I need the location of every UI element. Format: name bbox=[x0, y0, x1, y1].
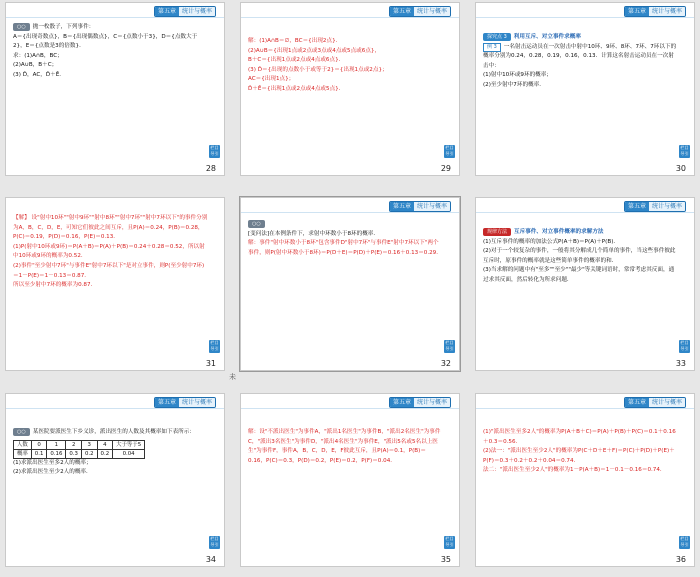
text-line bbox=[248, 220, 443, 230]
table-cell: 0 bbox=[31, 440, 47, 449]
header-divider bbox=[241, 17, 459, 18]
text-line: B＋C＝{出现1点或2点或4点或6点}． bbox=[248, 57, 345, 64]
text-line: 例 3 一名射击运动员在一次射击中射中10环、9环、8环、7环、7环以下的概率分别为0.24，0.28，0.19，0.16，0.13．计算这名射击运动员在一次射击中： bbox=[483, 43, 677, 69]
text-line: 【解】 设"射中10环""射中9环""射中8环""射中7环""射中7环以下"的事件分别为A，B，C，D，E，可知它们彼此之间互斥，且P(A)＝0.24，P(B)＝0.28，P(C)＝0.19，P(D)＝0.16，P(E)＝0.13． bbox=[13, 215, 208, 241]
chapter-header bbox=[154, 397, 216, 408]
slide-thumbnail-31[interactable] bbox=[5, 197, 225, 371]
back-nav-icon[interactable]: 栏目导引 bbox=[680, 145, 689, 156]
chapter-label: 第五章 bbox=[390, 7, 414, 16]
text-line: (2)法一："派出医生至少2人"的概率为P(C＋D＋E＋F)＝P(C)＋P(D)＋P(E)＋P(F)＝0.3＋0.2＋0.2＋0.04＝0.74． bbox=[483, 448, 675, 464]
slide-content bbox=[13, 428, 208, 478]
slide-number: 30 bbox=[675, 164, 686, 173]
chapter-header bbox=[389, 397, 451, 408]
text-line: (2)事件"至少射中7环"与事件E"射中7环以下"是对立事件，则P(至少射中7环)＝1－P(E)＝1－0.13＝0.87． bbox=[13, 262, 205, 279]
table-cell: 0.16 bbox=[47, 449, 66, 458]
slide-thumbnail-36[interactable] bbox=[475, 393, 695, 567]
text-line: (1)P(射中10环或9环)＝P(A＋B)＝P(A)＋P(B)＝0.24＋0.28＝0.52，所以射中10环或9环的概率为0.52． bbox=[13, 243, 205, 260]
table-cell: 0.04 bbox=[113, 449, 145, 458]
chapter-title: 统计与概率 bbox=[414, 202, 450, 211]
text-line: (2)A∪B＝{出现1点或2点或3点或4点或5点或6点}， bbox=[248, 47, 381, 54]
slide-thumbnail-30[interactable] bbox=[475, 2, 695, 176]
header-divider bbox=[476, 17, 694, 18]
table-header-cell: 人数 bbox=[14, 440, 32, 449]
chapter-title: 统计与概率 bbox=[414, 7, 450, 16]
slide-thumbnail-29[interactable] bbox=[240, 2, 460, 176]
table-cell: 0.1 bbox=[31, 449, 47, 458]
slide-content bbox=[248, 428, 443, 466]
slide-number: 35 bbox=[440, 555, 451, 564]
slide-number: 28 bbox=[205, 164, 216, 173]
header-divider bbox=[476, 408, 694, 409]
slide-number: 34 bbox=[205, 555, 216, 564]
section-heading bbox=[483, 33, 678, 43]
table-cell: 4 bbox=[97, 440, 113, 449]
back-nav-icon[interactable]: 栏目导引 bbox=[210, 340, 219, 351]
text-line: (1)射中10环或9环的概率； bbox=[483, 72, 552, 79]
header-divider bbox=[241, 408, 459, 409]
header-divider bbox=[241, 212, 459, 213]
slide-content bbox=[248, 220, 443, 258]
text-line: ○○ 某医院要派医生下乡义诊，派出医生的人数及其概率如下表所示： bbox=[13, 428, 208, 438]
chapter-header bbox=[624, 6, 686, 17]
text-line: 解：设"不派出医生"为事件A，"派出1名医生"为事件B，"派出2名医生"为事件C，"派出3名医生"为事件D，"派出4名医生"为事件E，"派出5名或5名以上医生"为事件F，事件A，B，C，D，E，F彼此互斥，且P(A)＝0.1，P(B)＝0.16，P(C)＝0.3，P(D)＝0.2，P(E)＝0.2，P(F)＝0.04． bbox=[248, 429, 441, 464]
section-title: 利用互斥、对立事件求概率 bbox=[513, 34, 581, 40]
text-line: D̄＋Ē＝{出现1点或2点或4点或5点}． bbox=[248, 85, 345, 92]
slide-content bbox=[248, 37, 443, 95]
slide-content bbox=[483, 228, 678, 286]
chapter-title: 统计与概率 bbox=[649, 7, 685, 16]
table-cell: 0.2 bbox=[81, 449, 97, 458]
method-heading bbox=[483, 228, 678, 238]
slide-thumbnail-35[interactable] bbox=[240, 393, 460, 567]
text-line: ○○ 抛一枚骰子，下列事件： bbox=[13, 23, 208, 33]
chapter-label: 第五章 bbox=[155, 398, 179, 407]
method-badge: 规律方法 bbox=[483, 228, 511, 236]
table-cell: 2 bbox=[66, 440, 82, 449]
text-line: A＝{出现奇数点}，B＝{出现偶数点}，C＝{点数小于3}，D＝{点数大于2}，E＝{点数是3的倍数}． bbox=[13, 33, 198, 50]
chapter-label: 第五章 bbox=[625, 398, 649, 407]
chapter-title: 统计与概率 bbox=[179, 398, 215, 407]
text-line: (3)当求解的问题中有"至多""至少""最少"等关键词语时，常常考虑其反面，通过求其反面，然后转化为所求问题． bbox=[483, 267, 675, 283]
chapter-label: 第五章 bbox=[390, 398, 414, 407]
slide-content bbox=[483, 428, 678, 476]
table-cell: 0.3 bbox=[66, 449, 82, 458]
exercise-badge-icon: ○○ bbox=[248, 220, 265, 228]
slide-content bbox=[483, 33, 678, 91]
chapter-header bbox=[154, 6, 216, 17]
exercise-badge-icon: ○○ bbox=[13, 428, 30, 436]
back-nav-icon[interactable]: 栏目导引 bbox=[210, 536, 219, 547]
exercise-badge-icon: ○○ bbox=[13, 23, 30, 31]
back-nav-icon[interactable]: 栏目导引 bbox=[680, 536, 689, 547]
header-divider bbox=[6, 408, 224, 409]
text-line: [变问法]在本例条件下，求射中环数小于8环的概率． bbox=[248, 230, 379, 237]
text-line: (1)"派出医生至多2人"的概率为P(A＋B＋C)＝P(A)＋P(B)＋P(C)＝0.1＋0.16＋0.3＝0.56． bbox=[483, 429, 676, 445]
text-line: (3) D̄，AC，D̄＋Ē． bbox=[13, 71, 65, 78]
text-line: 求：(1)A∩B，BC； bbox=[13, 52, 63, 59]
text-line: (2)求派出医生至少2人的概率． bbox=[13, 469, 92, 476]
text-line: (1)互斥事件的概率的加法公式P(A＋B)＝P(A)＋P(B)． bbox=[483, 238, 619, 245]
table-cell: 3 bbox=[81, 440, 97, 449]
unseen-indicator: 未 bbox=[229, 373, 236, 381]
table-cell: 大于等于5 bbox=[113, 440, 145, 449]
method-title: 互斥事件、对立事件概率的求解方法 bbox=[514, 229, 604, 235]
chapter-title: 统计与概率 bbox=[649, 202, 685, 211]
chapter-header bbox=[624, 397, 686, 408]
slide-number: 33 bbox=[675, 359, 686, 368]
slide-thumbnail-34[interactable] bbox=[5, 393, 225, 567]
back-nav-icon[interactable]: 栏目导引 bbox=[445, 536, 454, 547]
back-nav-icon[interactable]: 栏目导引 bbox=[680, 340, 689, 351]
slide-number: 29 bbox=[440, 164, 451, 173]
table-row bbox=[14, 449, 145, 458]
probability-table bbox=[13, 440, 145, 459]
back-nav-icon[interactable]: 栏目导引 bbox=[445, 340, 454, 351]
text-line: (1)求派出医生至多2人的概率； bbox=[13, 459, 92, 466]
chapter-title: 统计与概率 bbox=[649, 398, 685, 407]
chapter-label: 第五章 bbox=[155, 7, 179, 16]
table-header-cell: 概率 bbox=[14, 449, 32, 458]
header-divider bbox=[6, 17, 224, 18]
slide-number: 32 bbox=[440, 359, 451, 368]
slide-number: 31 bbox=[205, 359, 216, 368]
chapter-title: 统计与概率 bbox=[179, 7, 215, 16]
back-nav-icon[interactable]: 栏目导引 bbox=[210, 145, 219, 156]
table-cell: 0.2 bbox=[97, 449, 113, 458]
text-line: 解：(1)A∩B＝∅，BC＝{出现2点}． bbox=[248, 38, 342, 44]
section-badge: 探究点 3 bbox=[483, 33, 511, 41]
header-divider bbox=[476, 212, 694, 213]
text-line: 解：事件"射中环数小于8环"包含事件D"射中7环"与事件E"射中7环以下"两个事件，则P(射中环数小于8环)＝P(D＋E)＝P(D)＋P(E)＝0.16＋0.13＝0.29． bbox=[248, 240, 442, 256]
back-nav-icon[interactable]: 栏目导引 bbox=[445, 145, 454, 156]
text-line: (3) D̄＝{出现的点数小于或等于2}＝{出现1点或2点}； bbox=[248, 66, 388, 73]
text-line: 法二："派出医生至少2人"的概率为1－P(A＋B)＝1－0.1－0.16＝0.74． bbox=[483, 467, 666, 474]
table-row bbox=[14, 440, 145, 449]
text-line: (2)至少射中7环的概率． bbox=[483, 81, 545, 88]
slide-number: 36 bbox=[675, 555, 686, 564]
text-line: AC＝{出现1点}； bbox=[248, 76, 295, 83]
example-label: 例 3 bbox=[483, 43, 501, 52]
chapter-header bbox=[389, 201, 451, 212]
slide-content bbox=[13, 23, 208, 81]
slide-content bbox=[13, 214, 208, 291]
chapter-label: 第五章 bbox=[625, 7, 649, 16]
text-line: (2)对于一个较复杂的事件，一般将其分解成几个简单的事件，当这些事件彼此互斥时，原事件的概率就是这些简单事件的概率的和． bbox=[483, 248, 676, 264]
chapter-header bbox=[624, 201, 686, 212]
slide-thumbnail-28[interactable] bbox=[5, 2, 225, 176]
chapter-header bbox=[389, 6, 451, 17]
slide-thumbnail-32[interactable] bbox=[240, 197, 460, 371]
chapter-title: 统计与概率 bbox=[414, 398, 450, 407]
chapter-label: 第五章 bbox=[625, 202, 649, 211]
text-line: 所以至少射中7环的概率为0.87． bbox=[13, 282, 97, 289]
table-cell: 1 bbox=[47, 440, 66, 449]
text-line: (2)A∪B，B＋C； bbox=[13, 62, 58, 69]
slide-thumbnail-33[interactable] bbox=[475, 197, 695, 371]
chapter-label: 第五章 bbox=[390, 202, 414, 211]
